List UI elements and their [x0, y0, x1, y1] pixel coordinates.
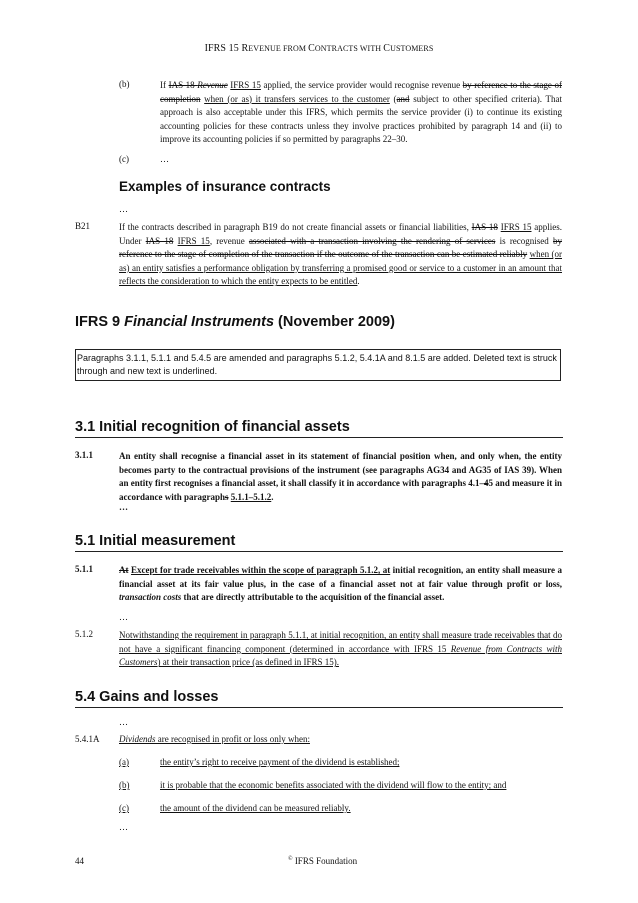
list-item-text: it is probable that the economic benefits associated with the dividend will flow to the entity; and [160, 780, 507, 790]
ellipsis: … [119, 822, 128, 832]
section-3-1-heading: 3.1 Initial recognition of financial assets [75, 419, 350, 435]
list-item-label: (a) [119, 757, 129, 767]
para-5-1-1-text: At Except for trade receivables within the scope of paragraph 5.1.2, at initial recognition, an entity shall measure a financial asset at its fair value plus, in the case of a financial asset not at fair value through profit or loss, transaction costs that are directly attributable to the acquisition of the financial asset. [119, 565, 563, 603]
ellipsis: … [119, 502, 128, 512]
para-b-text: If IAS 18 Revenue IFRS 15 applied, the service provider would recognise revenue by reference to the stage of completion when (or as) it transfers services to the customer (and subject to other specified criteria). That approach is also acceptable under this IFRS, which permits the service provider (i) to continue its existing accounting policies for these contracts unless they involve practices prohibited by paragraph 14 and (ii) to improve its accounting policies if so permitted by paragraphs 22–30. [160, 80, 563, 145]
section-rule [75, 437, 563, 438]
para-5-1-2-label: 5.1.2 [75, 629, 93, 639]
amendment-note-box: Paragraphs 3.1.1, 5.1.1 and 5.4.5 are amended and paragraphs 5.1.2, 5.4.1A and 8.1.5 are added. Deleted text is struck through and new text is underlined. [75, 349, 561, 381]
ifrs9-heading: IFRS 9 Financial Instruments (November 2009) [75, 314, 395, 330]
para-5-4-1a-text: Dividends are recognised in profit or loss only when: [119, 734, 310, 744]
ellipsis: … [119, 612, 128, 622]
para-5-4-1a-label: 5.4.1A [75, 734, 100, 744]
para-3-1-1-label: 3.1.1 [75, 450, 93, 460]
section-rule [75, 551, 563, 552]
para-c-text: … [160, 154, 169, 164]
page-number: 44 [75, 856, 84, 866]
para-5-1-1-label: 5.1.1 [75, 564, 93, 574]
list-item-text: the entity’s right to receive payment of the dividend is established; [160, 757, 400, 767]
examples-heading: Examples of insurance contracts [119, 179, 331, 194]
section-rule [75, 707, 563, 708]
ellipsis: … [119, 717, 128, 727]
section-5-4-heading: 5.4 Gains and losses [75, 689, 219, 705]
footer-copyright: © IFRS Foundation [288, 856, 358, 866]
para-b-label: (b) [119, 79, 130, 89]
para-5-1-2-text: Notwithstanding the requirement in paragraph 5.1.1, at initial recognition, an entity shall measure trade receivables that do not have a significant financing component (determined in accordance with IFRS 15 Revenue from Contracts with Customers) at their transaction price (as defined in IFRS 15). [119, 630, 562, 668]
b21-label: B21 [75, 221, 91, 231]
list-item-label: (b) [119, 780, 130, 790]
ellipsis: … [119, 204, 128, 214]
list-item-text: the amount of the dividend can be measured reliably. [160, 803, 351, 813]
para-c-label: (c) [119, 154, 129, 164]
list-item-label: (c) [119, 803, 129, 813]
para-3-1-1-text: An entity shall recognise a financial asset in its statement of financial position when, and only when, the entity becomes party to the contractual provisions of the instrument (see paragraphs AG34 and AG35 of IAS 39). When an entity first recognises a financial asset, it shall classify it in accordance with paragraphs 4.1–45 and measure it in accordance with paragraphs 5.1.1–5.1.2. [119, 451, 562, 502]
section-5-1-heading: 5.1 Initial measurement [75, 533, 236, 549]
b21-text: If the contracts described in paragraph B19 do not create financial assets or financial liabilities, IAS 18 IFRS 15 applies. Under IAS 18 IFRS 15, revenue associated with a transaction involving the rendering of services is recognised by reference to the stage of completion of the transaction if the outcome of the transaction can be estimated reliably when (or as) an entity satisfies a performance obligation by transferring a promised good or service to a customer in an amount that reflects the consideration to which the entity expects to be entitled. [119, 222, 563, 287]
running-header: IFRS 15 REVENUE FROM CONTRACTS WITH CUSTOMERS [204, 43, 434, 54]
